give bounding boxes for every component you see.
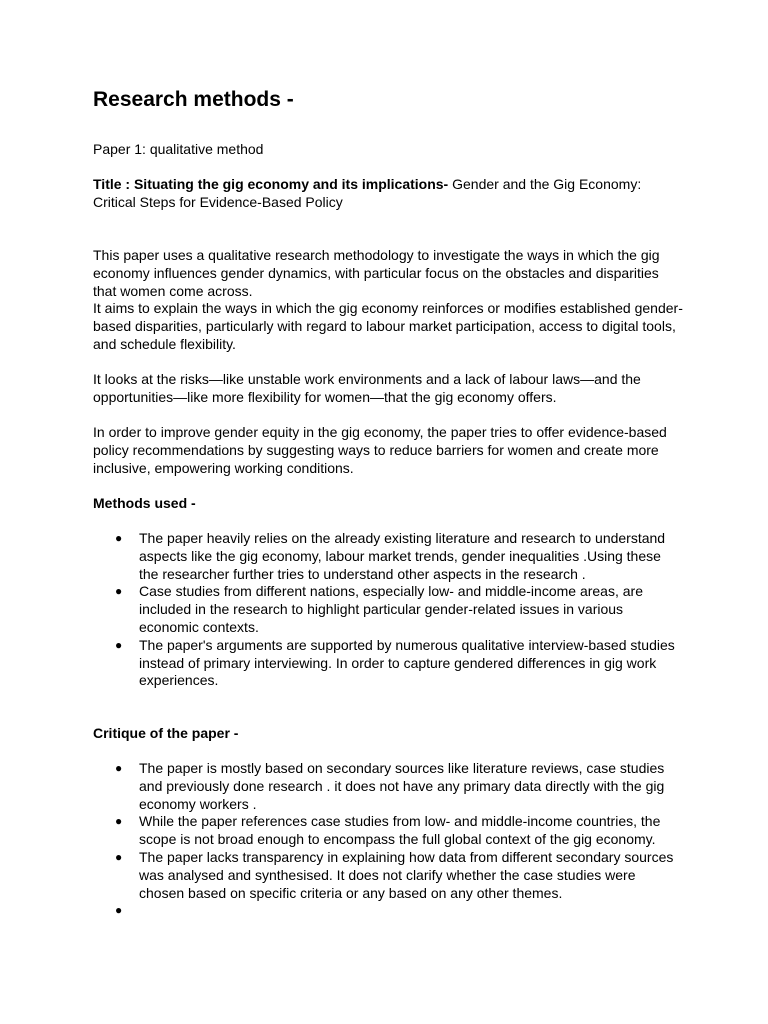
bullet-icon: ● (115, 584, 123, 599)
list-item-text: While the paper references case studies from low- and middle-income countries, the scope is not broad enough to encompass the full global context of the gig economy. (139, 813, 661, 848)
bullet-icon: ● (115, 761, 123, 775)
paper-title (93, 176, 683, 212)
list-item-text: The paper's arguments are supported by numerous qualitative interview-based studies instead of primary interviewing. In order to capture gendered differences in gig work experiences. (139, 636, 675, 689)
bullet-icon: ● (115, 814, 123, 829)
methods-heading: Methods used - (93, 495, 196, 511)
intro-paragraph-2: It looks at the risks—like unstable work environments and a lack of labour laws—and the opportunities—like more flexibility for women—that the gig economy offers. (93, 371, 641, 405)
list-item (93, 637, 683, 690)
list-item-text: The paper lacks transparency in explaining how data from different secondary sources was analysed and synthesised. It does not clarify whether the case studies were chosen based on specific criteria or any based on any other themes. (139, 848, 674, 901)
bullet-icon: ● (115, 637, 123, 652)
list-item-text: Case studies from different nations, especially low- and middle-income areas, are included in the research to highlight particular gender-related issues in various economic contexts. (139, 583, 643, 635)
paper-title-label: Title : Situating the gig economy and its implications- (93, 176, 449, 192)
list-item (93, 530, 683, 583)
intro-paragraph-1a: This paper uses a qualitative research methodology to investigate the ways in which the gig economy influences gender dynamics, with particular focus on the obstacles and disparities that women come across. (93, 247, 660, 299)
critique-list (93, 760, 683, 920)
methods-list (93, 530, 683, 690)
list-item-text: The paper is mostly based on secondary sources like literature reviews, case studies and previously done research . it does not have any primary data directly with the gig economy workers . (139, 760, 665, 812)
intro-paragraph-3: In order to improve gender equity in the gig economy, the paper tries to offer evidence-based policy recommendations by suggesting ways to reduce barriers for women and create more inclusive, empowering working conditions. (93, 424, 667, 476)
list-item (93, 583, 683, 636)
list-item (93, 760, 683, 813)
list-item (93, 902, 683, 920)
critique-heading: Critique of the paper - (93, 725, 239, 741)
document-title: Research methods - (93, 88, 294, 111)
intro-paragraph-1b: It aims to explain the ways in which the gig economy reinforces or modifies established gender-based disparities, particularly with regard to labour market participation, access to digital tools, and schedule flexibility. (93, 300, 683, 352)
list-item (93, 849, 683, 902)
bullet-icon: ● (115, 903, 123, 918)
paper-label: Paper 1: qualitative method (93, 141, 264, 157)
bullet-icon: ● (115, 531, 123, 545)
list-item (93, 813, 683, 849)
paper-title-text: Gender and the Gig Economy: Critical Steps for Evidence-Based Policy (93, 176, 642, 210)
bullet-icon: ● (115, 849, 123, 864)
list-item-text: The paper heavily relies on the already existing literature and research to understand aspects like the gig economy, labour market trends, gender inequalities .Using these the researcher further tries to understand other aspects in the research . (139, 530, 666, 582)
